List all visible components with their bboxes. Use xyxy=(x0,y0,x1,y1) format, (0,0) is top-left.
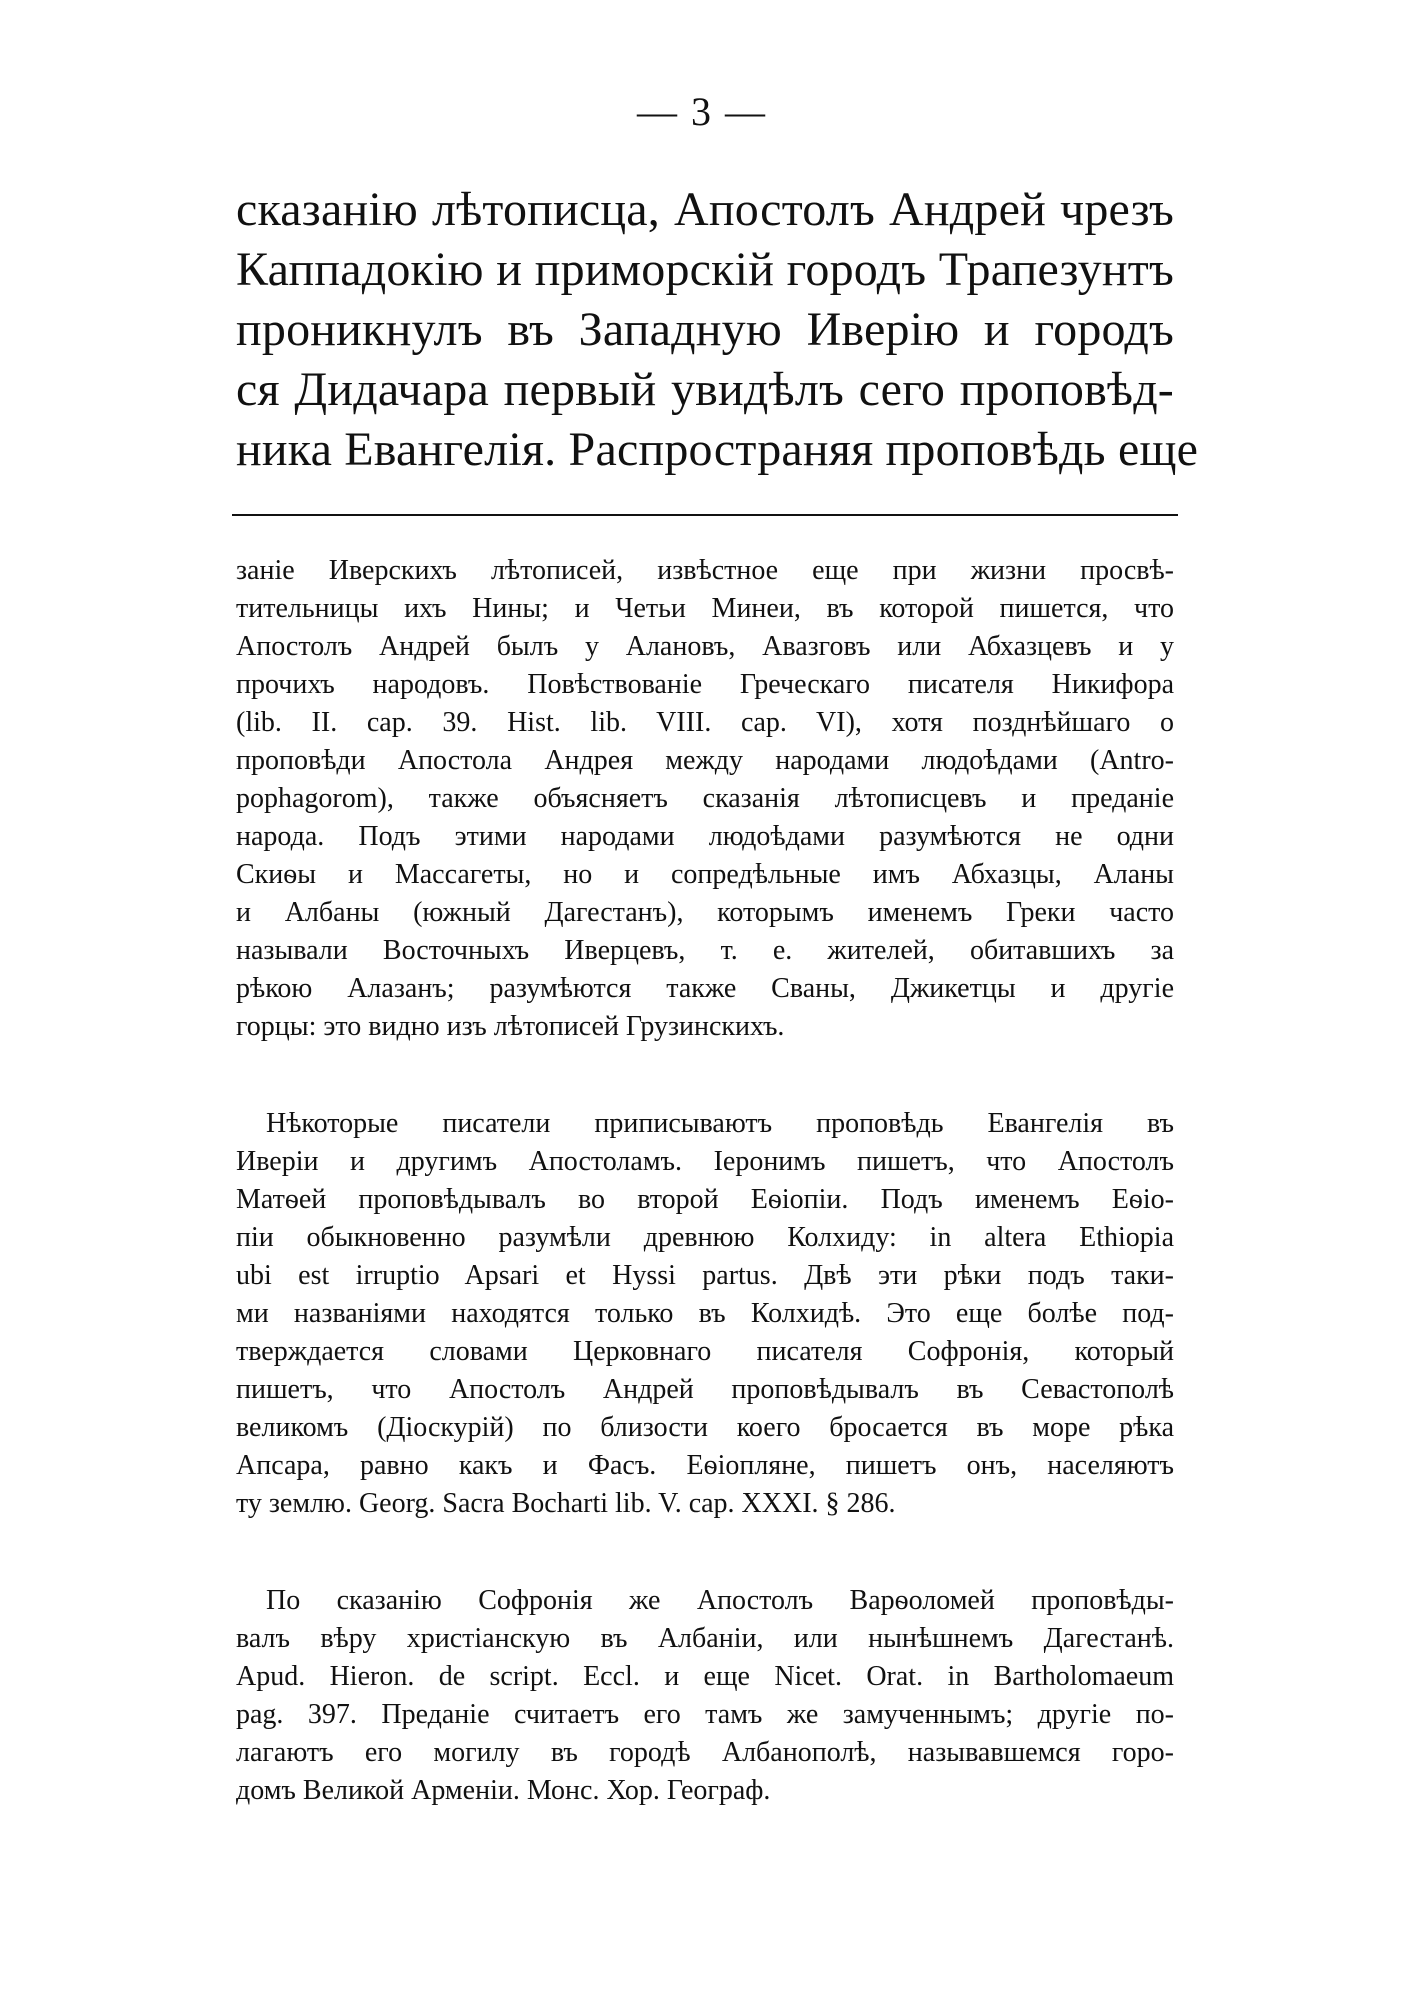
footnote-line: Матѳей проповѣдывалъ во второй Еѳіопіи. Подъ именемъ Еѳіо- xyxy=(236,1184,1174,1215)
footnote-line: Апсара, равно какъ и Фасъ. Еѳіопляне, пишетъ онъ, населяютъ xyxy=(236,1450,1174,1481)
footnote-line: (lib. II. cap. 39. Hist. lib. VIII. cap. VI), хотя позднѣйшаго о xyxy=(236,707,1174,738)
footnote-line: Нѣкоторые писатели приписываютъ проповѣдь Евангелія въ xyxy=(266,1108,1174,1139)
footnote-line: называли Восточныхъ Иверцевъ, т. е. жителей, обитавшихъ за xyxy=(236,935,1174,966)
footnote-line: валъ вѣру христіанскую въ Албаніи, или нынѣшнемъ Дагестанѣ. xyxy=(236,1623,1174,1654)
footnote-line: тверждается словами Церковнаго писателя Софронія, который xyxy=(236,1336,1174,1367)
footnote-line: Апостолъ Андрей былъ у Алановъ, Авазговъ или Абхазцевъ и у xyxy=(236,631,1174,662)
footnote-line: ми названіями находятся только въ Колхидѣ. Это еще болѣе под- xyxy=(236,1298,1174,1329)
main-text-line: Каппадокію и приморскій городъ Трапезунтъ xyxy=(236,243,1174,296)
footnote-line: проповѣди Апостола Андрея между народами людоѣдами (Antro- xyxy=(236,745,1174,776)
footnote-line: ubi est irruptio Apsari et Hyssi partus. Двѣ эти рѣки подъ таки- xyxy=(236,1260,1174,1291)
footnote-line: и Албаны (южный Дагестанъ), которымъ именемъ Греки часто xyxy=(236,897,1174,928)
footnote-line: ту землю. Georg. Sacra Bocharti lib. V. cap. XXXI. § 286. xyxy=(236,1488,896,1519)
footnote-line: Иверіи и другимъ Апостоламъ. Іеронимъ пишетъ, что Апостолъ xyxy=(236,1146,1174,1177)
footnote-line: домъ Великой Арменіи. Монс. Хор. Географ. xyxy=(236,1775,771,1806)
footnote-line: пишетъ, что Апостолъ Андрей проповѣдывалъ въ Севастополѣ xyxy=(236,1374,1174,1405)
footnote-line: прочихъ народовъ. Повѣствованіе Греческаго писателя Никифора xyxy=(236,669,1174,700)
main-text-line: ся Дидачара первый увидѣлъ сего проповѣд- xyxy=(236,363,1174,416)
footnote-line: Скиѳы и Массагеты, но и сопредѣльные имъ Абхазцы, Аланы xyxy=(236,859,1174,890)
footnote-separator-rule xyxy=(232,514,1178,516)
main-text-line: ника Евангелія. Распространяя проповѣдь еще xyxy=(236,423,1199,476)
main-text-line: сказанію лѣтописца, Апостолъ Андрей чрезъ xyxy=(236,183,1174,236)
footnote-line: заніе Иверскихъ лѣтописей, извѣстное еще при жизни просвѣ- xyxy=(236,555,1174,586)
footnote-line: Apud. Hieron. de script. Eccl. и еще Nicet. Orat. in Bartholomaeum xyxy=(236,1661,1174,1692)
footnote-line: рѣкою Алазанъ; разумѣются также Сваны, Джикетцы и другіе xyxy=(236,973,1174,1004)
footnote-block xyxy=(236,552,1174,1046)
footnote-block xyxy=(236,1105,1174,1523)
footnote-line: піи обыкновенно разумѣли древнюю Колхиду: in altera Ethiopia xyxy=(236,1222,1174,1253)
footnote-line: великомъ (Діоскурій) по близости коего бросается въ море рѣка xyxy=(236,1412,1174,1443)
footnote-line: pophagorom), также объясняетъ сказанія лѣтописцевъ и преданіе xyxy=(236,783,1174,814)
footnote-line: горцы: это видно изъ лѣтописей Грузинскихъ. xyxy=(236,1011,785,1042)
footnote-line: По сказанію Софронія же Апостолъ Варѳоломей проповѣды- xyxy=(266,1585,1174,1616)
main-text xyxy=(236,180,1199,480)
main-text-line: проникнулъ въ Западную Иверію и городъ xyxy=(236,303,1174,356)
footnote-block xyxy=(236,1582,1174,1810)
footnote-line: pag. 397. Преданіе считаетъ его тамъ же замученнымъ; другіе по- xyxy=(236,1699,1174,1730)
page-number: — 3 — xyxy=(637,89,767,134)
footnote-line: тительницы ихъ Нины; и Четьи Минеи, въ которой пишется, что xyxy=(236,593,1174,624)
footnote-line: лагаютъ его могилу въ городѣ Албанополѣ, называвшемся горо- xyxy=(236,1737,1174,1768)
footnote-line: народа. Подъ этими народами людоѣдами разумѣются не одни xyxy=(236,821,1174,852)
